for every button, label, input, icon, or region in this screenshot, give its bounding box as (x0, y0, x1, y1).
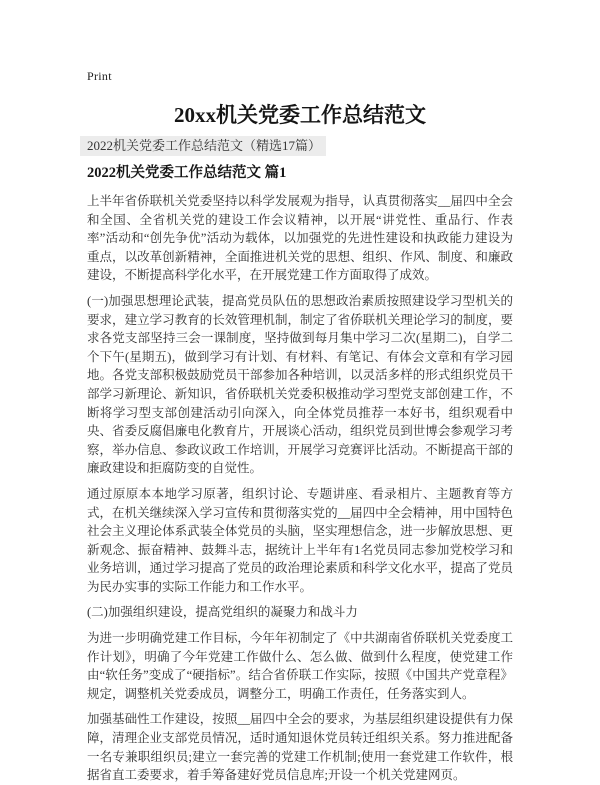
paragraph: 通过原原本本地学习原著，组织讨论、专题讲座、看录相片、主题教育等方式，在机关继续深入学习宣传和贯彻落实党的__届四中全会精神，用中国特色社会主义理论体系武装全体党员的头脑，坚实理想信念，进一步解放思想、更新观念、振奋精神、鼓舞斗志，据统计上半年有1名党员同志参加党校学习和业务培训，通过学习提高了党员的政治理论素质和科学文化水平，提高了党员为民办实事的实际工作能力和工作水平。 (87, 486, 513, 594)
subtitle-row (87, 136, 513, 156)
print-button[interactable]: Print (87, 69, 112, 83)
paragraph: 加强基础性工作建设，按照__届四中全会的要求，为基层组织建设提供有力保障，清理企业支部党员情况，适时通知退休党员转迁组织关系。努力推进配备一名专兼职组织员;建立一套完善的党建工作机制;使用一套党建工作软件，根据省直工委要求，着手筹备建好党员信息库;开设一个机关党建网页。 (87, 712, 513, 783)
page-title: 20xx机关党委工作总结范文 (174, 103, 426, 127)
section-heading: 2022机关党委工作总结范文 篇1 (87, 165, 287, 181)
document-body (87, 192, 513, 785)
paragraph: (一)加强思想理论武装，提高党员队伍的思想政治素质按照建设学习型机关的要求，建立学习教育的长效管理机制，制定了省侨联机关理论学习的制度，要求各党支部坚持三会一课制度，坚持做到每月集中学习二次(星期二)，自学二个下午(星期五)，做到学习有计划、有材料、有笔记、有体会文章和有学习园地。各党支部积极鼓励党员干部参加各种培训，以灵活多样的形式组织党员干部学习新理论、新知识，省侨联机关党委积极推动学习型党支部创建工作，不断将学习型支部创建活动引向深入，向全体党员推荐一本好书，组织观看中央、省委反腐倡廉电化教育片，开展谈心活动，组织党员到世博会参观学习考察，举办信息、参政议政工作培训，开展学习竞赛评比活动。不断提高干部的廉政建设和拒腐防变的自觉性。 (87, 293, 513, 476)
document-subtitle: 2022机关党委工作总结范文（精选17篇） (80, 136, 326, 156)
paragraph: 为进一步明确党建工作目标，今年年初制定了《中共湖南省侨联机关党委度工作计划》，明确了今年党建工作做什么、怎么做、做到什么程度，使党建工作由“软任务”变成了“硬指标”。结合省侨联工作实际，按照《中国共产党章程》规定，调整机关党委成员，调整分工，明确工作责任，任务落实到人。 (87, 631, 513, 701)
paragraph: (二)加强组织建设，提高党组织的凝聚力和战斗力 (87, 605, 358, 620)
paragraph: 上半年省侨联机关党委坚持以科学发展观为指导，认真贯彻落实__届四中全会和全国、全省机关党的建设工作会议精神，以开展“讲党性、重品行、作表率”活动和“创先争优”活动为载体，以加强党的先进性建设和执政能力建设为重点，以改革创新精神，全面推进机关党的思想、组织、作风、制度、和廉政建设，不断提高科学化水平，在开展党建工作方面取得了成效。 (87, 194, 513, 283)
